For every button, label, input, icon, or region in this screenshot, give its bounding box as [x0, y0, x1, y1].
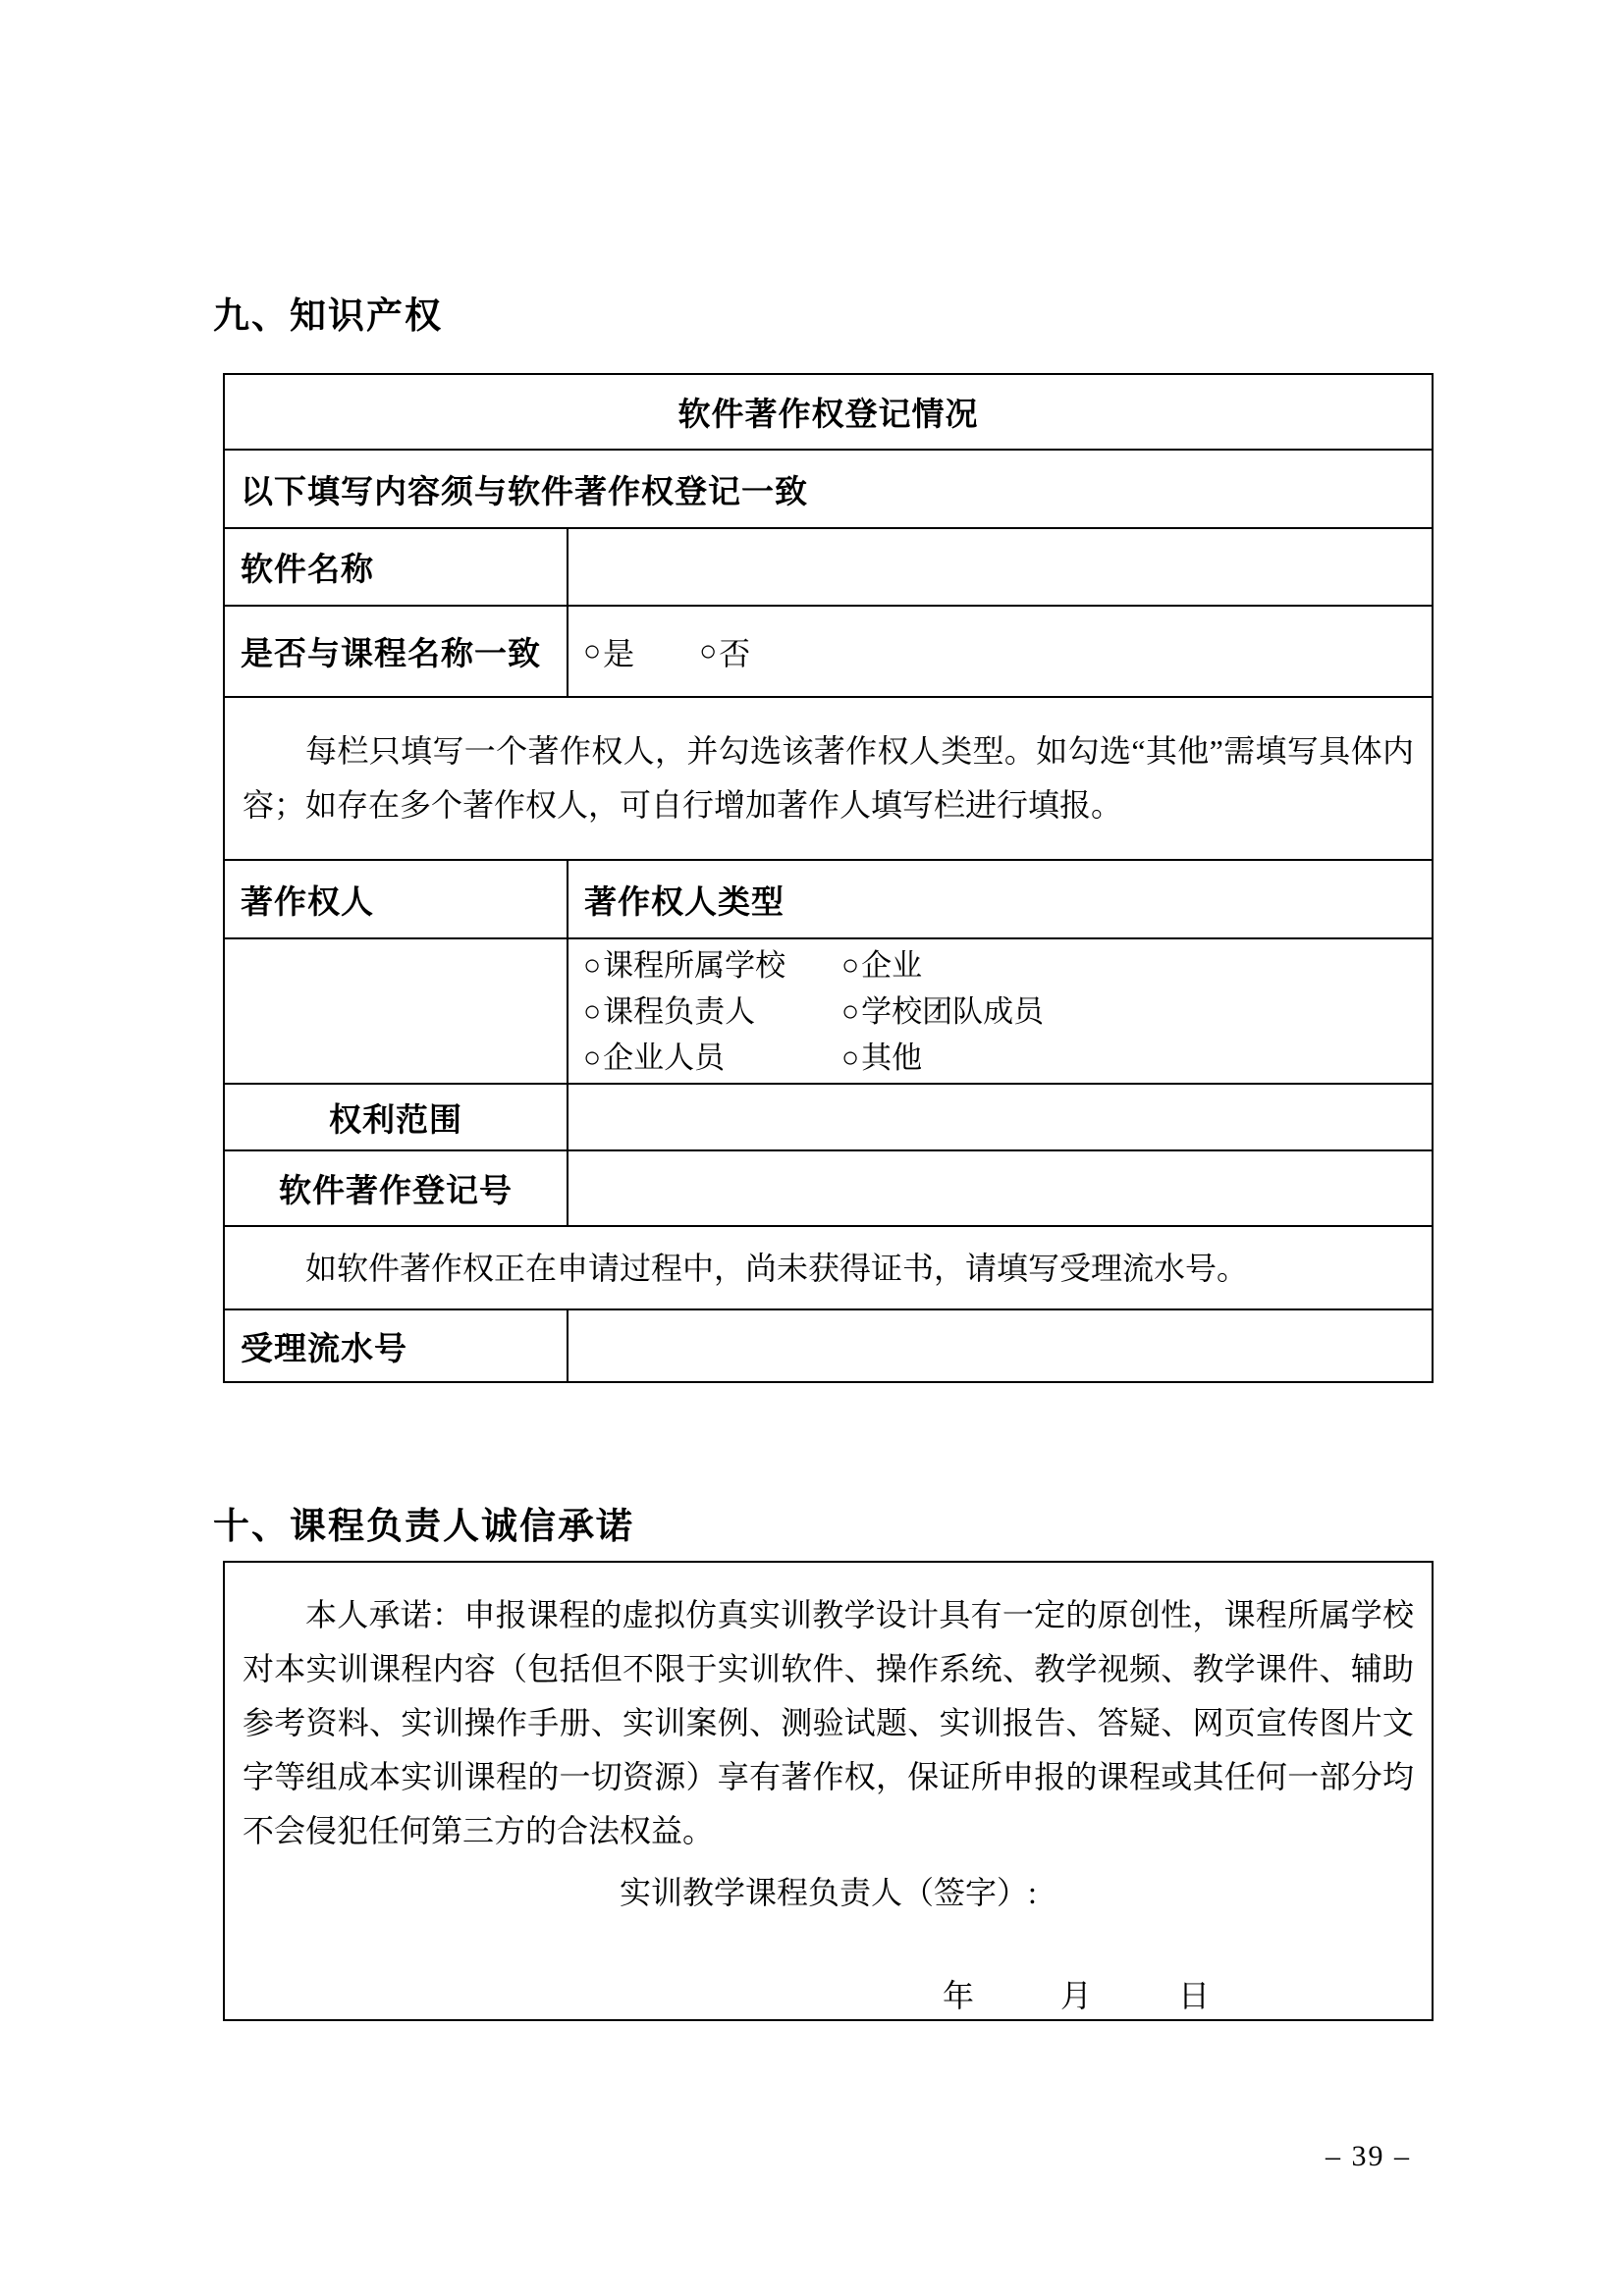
match-course-options-cell: [568, 607, 1432, 696]
registration-number-label: 软件著作登记号: [225, 1151, 568, 1225]
page-number: – 39 –: [1326, 2140, 1411, 2172]
radio-option-other[interactable]: [841, 1035, 1432, 1081]
rights-scope-input-cell[interactable]: [568, 1085, 1432, 1149]
date-line[interactable]: 年 月 日: [942, 1978, 1218, 2013]
table-title: 软件著作权登记情况: [677, 396, 979, 432]
copyright-registration-table: [223, 373, 1434, 1383]
radio-option-enterprise[interactable]: [841, 942, 1432, 988]
owner-type-options-grid: [568, 942, 1432, 1081]
pledge-box: [223, 1561, 1434, 2021]
match-course-label: 是否与课程名称一致: [225, 607, 568, 696]
radio-option-enterprise-staff[interactable]: [583, 1035, 841, 1081]
radio-icon: ○: [841, 948, 860, 982]
radio-option-course-leader[interactable]: [583, 988, 841, 1035]
section-pledge-heading: 十、课程负责人诚信承诺: [213, 1506, 634, 1546]
radio-option-course-school[interactable]: [583, 942, 841, 988]
owner-type-option-label: 课程所属学校: [603, 947, 786, 983]
radio-option-no[interactable]: [699, 629, 750, 674]
radio-option-school-team-member[interactable]: [841, 988, 1432, 1035]
section-ip-heading: 九、知识产权: [213, 295, 443, 336]
signature-label[interactable]: 实训教学课程负责人（签字）:: [620, 1875, 1037, 1910]
copyright-owner-label: 著作权人: [225, 861, 568, 937]
radio-icon: ○: [583, 1041, 602, 1074]
owner-type-options-cell: [568, 939, 1432, 1083]
table-header-note: 以下填写内容须与软件著作权登记一致: [241, 472, 808, 509]
owner-type-option-label: 其他: [861, 1040, 923, 1075]
radio-icon: ○: [583, 994, 602, 1028]
pending-note-text: 如软件著作权正在申请过程中，尚未获得证书，请填写受理流水号。: [305, 1250, 1249, 1286]
serial-number-input-cell[interactable]: [568, 1310, 1432, 1381]
radio-icon: ○: [583, 948, 602, 982]
radio-option-yes-label: 是: [603, 635, 635, 671]
owner-type-option-label: 课程负责人: [603, 993, 756, 1029]
serial-number-label: 受理流水号: [225, 1310, 568, 1381]
rights-scope-label: 权利范围: [225, 1085, 568, 1149]
owner-instructions-cell: [225, 698, 1432, 859]
software-name-input-cell[interactable]: [568, 529, 1432, 605]
registration-number-input-cell[interactable]: [568, 1151, 1432, 1225]
radio-icon: ○: [841, 1041, 860, 1074]
radio-option-yes[interactable]: [583, 629, 634, 674]
radio-icon: ○: [583, 634, 602, 667]
radio-option-no-label: 否: [719, 635, 751, 671]
copyright-owner-input-cell[interactable]: [225, 939, 568, 1083]
owner-type-option-label: 企业人员: [603, 1040, 726, 1075]
pledge-text: 本人承诺：申报课程的虚拟仿真实训教学设计具有一定的原创性，课程所属学校对本实训课程内容（包括但不限于实训软件、操作系统、教学视频、教学课件、辅助参考资料、实训操作手册、实训案例、测验试题、实训报告、答疑、网页宣传图片文字等组成本实训课程的一切资源）享有著作权，保证所申报的课程或其任何一部分均不会侵犯任何第三方的合法权益。: [243, 1597, 1414, 1848]
software-name-label: 软件名称: [225, 529, 568, 605]
owner-type-label: 著作权人类型: [584, 882, 785, 920]
owner-type-option-label: 企业: [861, 947, 923, 983]
owner-instructions-text: 每栏只填写一个著作权人，并勾选该著作权人类型。如勾选“其他”需填写具体内容；如存在多个著作权人，可自行增加著作人填写栏进行填报。: [243, 733, 1414, 823]
owner-type-option-label: 学校团队成员: [861, 993, 1045, 1029]
pending-note-cell: [225, 1227, 1432, 1308]
radio-icon: ○: [699, 634, 718, 667]
radio-icon: ○: [841, 994, 860, 1028]
